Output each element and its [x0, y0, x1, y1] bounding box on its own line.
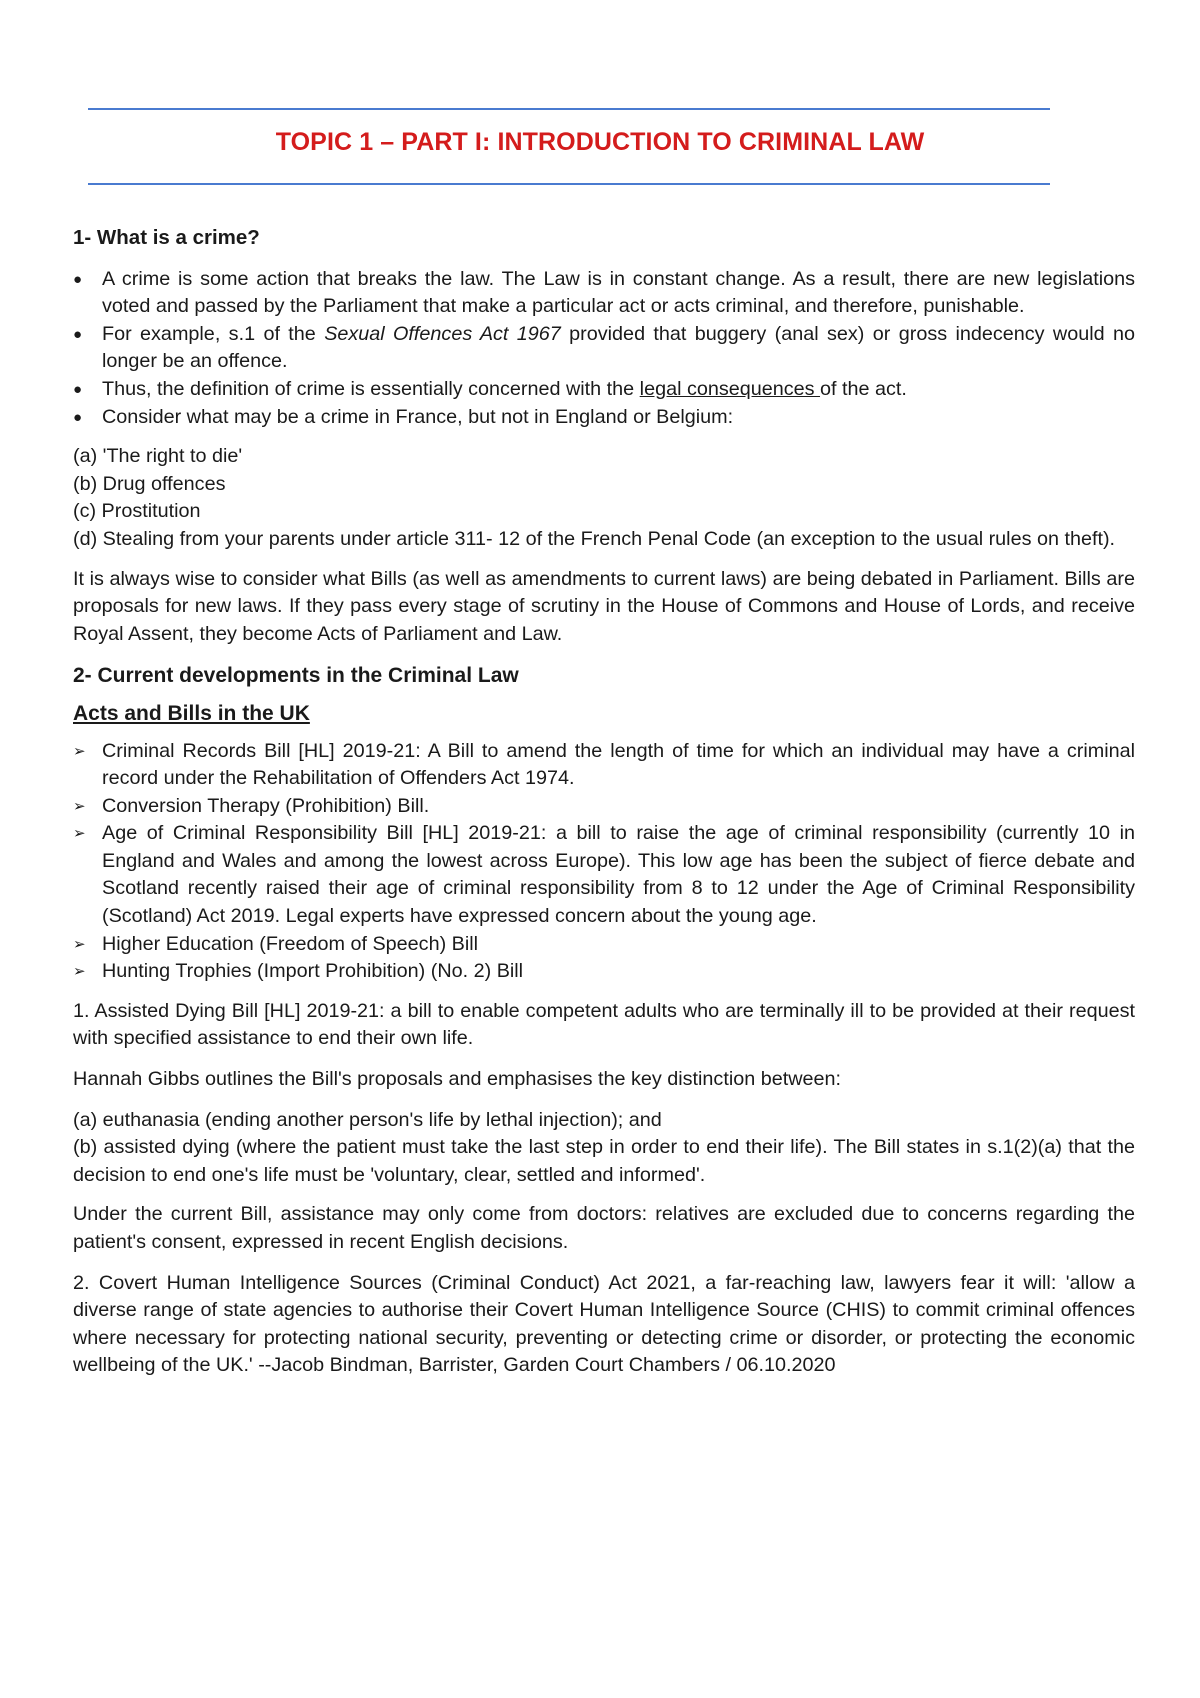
document-body — [73, 224, 1135, 1393]
list-item: ● A crime is some action that breaks the law. The Law is in constant change. As a result, there are new legislations voted and passed by the Parliament that make a particular act or acts criminal, and therefore, punishable. — [73, 267, 1135, 318]
distinction-item: (b) assisted dying (where the patient must take the last step in order to end their life). The Bill states in s.1(2)(a) that the decision to end one's life must be 'voluntary, clear, settled and informed'. — [73, 1136, 1135, 1186]
list-item: ➢ Conversion Therapy (Prohibition) Bill. — [73, 793, 1135, 821]
section-heading-current-developments: 2- Current developments in the Criminal Law — [73, 664, 519, 688]
section-heading-what-is-crime: 1- What is a crime? — [73, 226, 260, 249]
list-item: ➢ Criminal Records Bill [HL] 2019-21: A Bill to amend the length of time for which an individual may have a criminal record under the Rehabilitation of Offenders Act 1974. — [73, 739, 1135, 790]
list-item: ● Consider what may be a crime in France, but not in England or Belgium: — [73, 404, 1135, 432]
bullet-dot-icon: ● — [73, 325, 83, 343]
bills-paragraph: It is always wise to consider what Bills (as well as amendments to current laws) are being debated in Parliament. Bills are proposals for new laws. If they pass every stage of scrutiny in the House of Commons and House of Lords, and receive Royal Assent, they become Acts of Parliament and Law. — [73, 567, 1135, 645]
bullet-dot-icon: ● — [73, 380, 83, 398]
distinction-list — [73, 1107, 1135, 1190]
distinction-item: (a) euthanasia (ending another person's life by lethal injection); and — [73, 1108, 662, 1131]
bullet-dot-icon: ● — [73, 408, 83, 426]
example-item: (d) Stealing from your parents under article 311- 12 of the French Penal Code (an exception to the usual rules on theft). — [73, 527, 1116, 550]
chis-act-paragraph: 2. Covert Human Intelligence Sources (Criminal Conduct) Act 2021, a far-reaching law, lawyers fear it will: 'allow a diverse range of state agencies to authorise their Covert Human Intelligence Source (CHIS) to commit criminal offences where necessary for protecting national security, preventing or detecting crime or disorder, or protecting the economic wellbeing of the UK.' --Jacob Bindman, Barrister, Garden Court Chambers / 06.10.2020 — [73, 1271, 1135, 1377]
list-item: ➢ Higher Education (Freedom of Speech) Bill — [73, 931, 1135, 959]
arrow-bullet-icon: ➢ — [73, 935, 86, 953]
example-item: (a) 'The right to die' — [73, 445, 243, 468]
act-title-italic: Sexual Offences Act 1967 — [324, 322, 561, 345]
list-item: ➢ Hunting Trophies (Import Prohibition) (No. 2) Bill — [73, 958, 1135, 986]
crime-examples — [73, 443, 1135, 553]
title-rule-bottom — [88, 183, 1050, 185]
list-item: ● Thus, the definition of crime is essentially concerned with the legal consequences of the act. — [73, 376, 1135, 404]
hannah-gibbs-paragraph: Hannah Gibbs outlines the Bill's proposals and emphasises the key distinction between: — [73, 1068, 842, 1091]
arrow-bullet-icon: ➢ — [73, 797, 86, 815]
bullet-dot-icon: ● — [73, 270, 83, 288]
bills-list — [73, 738, 1135, 986]
crime-definition-list — [73, 266, 1135, 432]
list-item: ● For example, s.1 of the Sexual Offences Act 1967 provided that buggery (anal sex) or gross indecency would no longer be an offence. — [73, 322, 1135, 373]
arrow-bullet-icon: ➢ — [73, 825, 86, 843]
list-item: ➢ Age of Criminal Responsibility Bill [HL] 2019-21: a bill to raise the age of criminal responsibility (currently 10 in England and Wales and among the lowest across Europe). This low age has been the subject of fierce debate and Scotland recently raised their age of criminal responsibility from 8 to 12 under the Age of Criminal Responsibility (Scotland) Act 2019. Legal experts have expressed concern about the young age. — [73, 822, 1135, 928]
arrow-bullet-icon: ➢ — [73, 742, 86, 760]
current-bill-paragraph: Under the current Bill, assistance may only come from doctors: relatives are excluded due to concerns regarding the patient's consent, expressed in recent English decisions. — [73, 1203, 1135, 1253]
assisted-dying-paragraph: 1. Assisted Dying Bill [HL] 2019-21: a bill to enable competent adults who are terminally ill to be provided at their request with specified assistance to end their own life. — [73, 999, 1135, 1050]
page-title: TOPIC 1 – PART I: INTRODUCTION TO CRIMINAL LAW — [275, 128, 925, 156]
subheading-acts-and-bills: Acts and Bills in the UK — [73, 701, 310, 725]
example-item: (c) Prostitution — [73, 500, 201, 523]
example-item: (b) Drug offences — [73, 472, 226, 495]
title-rule-top — [88, 108, 1050, 110]
arrow-bullet-icon: ➢ — [73, 963, 86, 981]
legal-consequences-underlined: legal consequences — [639, 377, 821, 400]
